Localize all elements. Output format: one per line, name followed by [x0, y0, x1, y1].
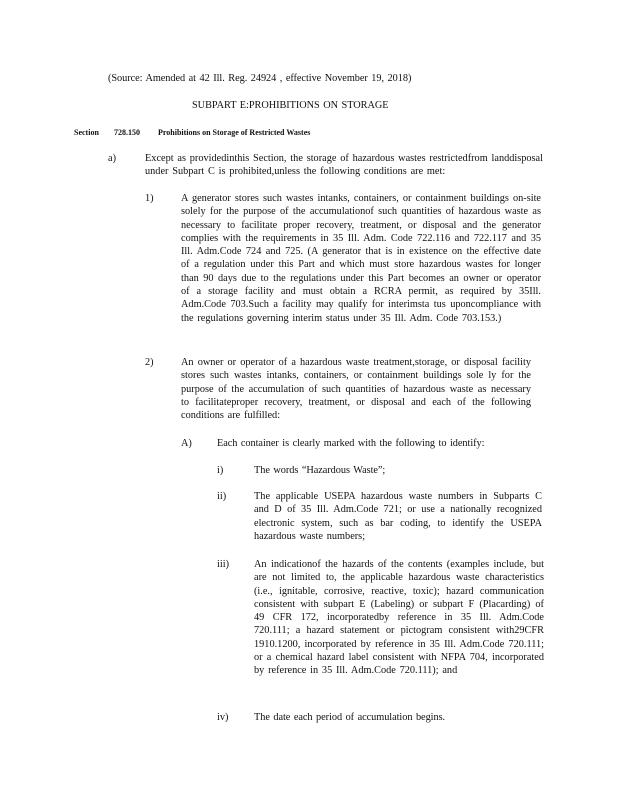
item-2-label: 2) [145, 357, 154, 368]
source-note: (Source: Amended at 42 Ill. Reg. 24924 , effective November 19, 2018) [108, 73, 412, 84]
item-iv-text: The date each period of accumulation begins. [254, 712, 446, 723]
item-1-label: 1) [145, 193, 154, 204]
item-A-label: A) [181, 438, 192, 449]
item-i-text: The words “Hazardous Waste”; [254, 465, 386, 476]
item-ii-label: ii) [217, 491, 227, 502]
subpart-heading: SUBPART E:PROHIBITIONS ON STORAGE [192, 100, 389, 111]
item-2-text: An owner or operator of a hazardous waste treatment,storage, or disposal facility stores such wastes intanks, containers, or containment buildings sole ly for the purpose of the accumulation of such quantities of hazardous waste as necessary to facilitateproper recovery, treatment, or disposal and each of the following conditions are fulfilled: [181, 357, 531, 422]
item-iii-text: An indicationof the hazards of the contents (examples include, but are not limited to, the applicable hazardous waste characteristics (i.e., ignitable, corrosive, reactive, toxic); hazard communication consistent with subpart E (Labeling) or subpart F (Placarding) of 49 CFR 172, incorporatedby reference in 35 Ill. Adm.Code 720.111; a hazard statement or pictogram consistent with29CFR 1910.1200, incorporated by reference in 35 Ill. Adm.Code 720.111; or a chemical hazard label consistent with NFPA 704, incorporated by reference in 35 Ill. Adm.Code 720.111); and [254, 559, 544, 677]
section-number: 728.150 [114, 128, 140, 137]
item-a-label: a) [108, 153, 116, 164]
item-i-label: i) [217, 465, 224, 476]
item-1-text: A generator stores such wastes intanks, containers, or containment buildings on-site solely for the purpose of the accumulationof such quantities of hazardous waste as necessary to facilitate proper recovery, treatment, or disposal and the generator complies with the requirements in 35 Ill. Adm. Code 722.116 and 722.117 and 35 Ill. Adm.Code 724 and 725. (A generator that is in existence on the effective date of a regulation under this Part and which must store hazardous wastes for longer than 90 days due to the regulations under this Part becomes an owner or operator of a storage facility and must obtain a RCRA permit, as required by 35Ill. Adm.Code 703.Such a facility may qualify for interimsta tus uponcompliance with the regulations governing interim status under 35 Ill. Adm. Code 703.153.) [181, 193, 541, 324]
section-title: Prohibitions on Storage of Restricted Wastes [158, 128, 311, 137]
item-a-text: Except as providedinthis Section, the storage of hazardous wastes restrictedfrom landdisposal under Subpart C is prohibited,unless the following conditions are met: [145, 153, 543, 178]
section-word: Section [74, 128, 99, 137]
item-iv-label: iv) [217, 712, 229, 723]
item-A-text: Each container is clearly marked with the following to identify: [217, 438, 485, 449]
item-ii-text: The applicable USEPA hazardous waste numbers in Subparts C and D of 35 Ill. Adm.Code 721; or use a nationally recognized electronic system, such as bar coding, to identify the USEPA hazardous waste numbers; [254, 491, 542, 542]
item-iii-label: iii) [217, 559, 230, 570]
